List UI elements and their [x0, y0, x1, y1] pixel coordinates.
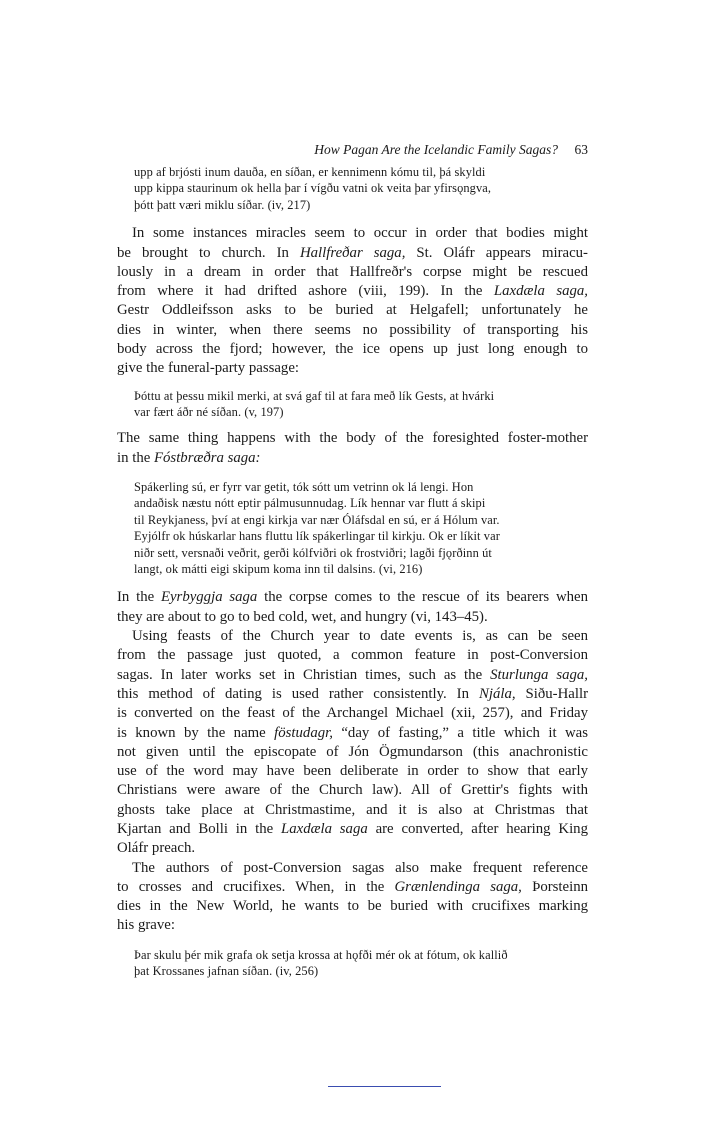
quote-line: til Reykjaness, því at engi kirkja var nær Óláfsdal en sú, er á Hólum var.: [134, 512, 500, 527]
text-line: from the passage just quoted, a common feature in post-Conversion: [117, 647, 588, 664]
text-line: Using feasts of the Church year to date events is, as can be seen: [132, 628, 588, 645]
block-quote-3: [134, 479, 580, 577]
quote-line: Spákerling sú, er fyrr var getit, tók sótt um vetrinn ok lá lengi. Hon: [134, 480, 474, 494]
quote-line: andaðisk næstu nótt eptir pálmusunnudag. Lík hennar var flutt á skipi: [134, 496, 486, 511]
text-line: Gestr Oddleifsson asks to be buried at Helgafell; unfortunately he: [117, 302, 588, 319]
title-hallfredar: Hallfreðar saga,: [299, 244, 406, 261]
paragraph-eyrbyggja: [117, 588, 588, 627]
text-line: they are about to go to bed cold, wet, and hungry (vi, 143–45).: [117, 608, 488, 625]
title-fostbraedra: Fóstbræðra saga:: [154, 449, 261, 466]
page-number: 63: [574, 142, 588, 157]
text-line: is known by the name föstudagr, “day of fasting,” a title which it was: [117, 724, 589, 741]
term-fostudagr: föstudagr,: [274, 724, 333, 741]
running-title: How Pagan Are the Icelandic Family Sagas?: [314, 142, 558, 157]
text-line: dies in winter, when there seems no possibility of transporting his: [117, 321, 588, 338]
text-line: to crosses and crucifixes. When, in the Grænlendinga saga, Þorsteinn: [117, 878, 588, 895]
text-line: be brought to church. In Hallfreðar saga, St. Oláfr appears miracu-: [117, 244, 588, 261]
quote-line: Þar skulu þér mik grafa ok setja krossa at hǫfði mér ok at fótum, ok kallið: [134, 947, 508, 962]
text-line: ghosts take place at Christmastime, and it is also at Christmas that: [117, 801, 588, 818]
text-line: give the funeral-party passage:: [117, 360, 300, 377]
block-quote-4: [134, 947, 580, 980]
text-line: Oláfr preach.: [117, 840, 196, 857]
quote-line: langt, ok mátti eigi skipum koma inn til dalsins. (vi, 216): [134, 562, 423, 577]
text-line: Christians were aware of the Church law). All of Grettir's fights with: [117, 782, 588, 799]
text-line: The authors of post-Conversion sagas also make frequent reference: [132, 859, 588, 876]
book-page: [117, 138, 588, 980]
text-line: this method of dating is used rather consistently. In Njála, Siðu-Hallr: [117, 685, 588, 702]
title-graenlendinga: Grænlendinga saga,: [394, 878, 522, 895]
block-quote-1: [134, 164, 580, 213]
text-line: The same thing happens with the body of the foresighted foster-mother: [117, 430, 588, 447]
quote-line: upp af brjósti inum dauða, en síðan, er kennimenn kómu til, þá skyldi: [134, 165, 486, 179]
running-header: [117, 138, 588, 164]
title-laxdaela: Laxdæla saga,: [493, 283, 588, 300]
title-eyrbyggja: Eyrbyggja saga: [160, 589, 258, 606]
text-line: In the Eyrbyggja saga the corpse comes to the rescue of its bearers when: [117, 589, 588, 606]
text-line: use of the word may have been deliberate in order to show that early: [117, 763, 588, 780]
block-quote-2: [134, 388, 580, 421]
quote-line: upp kippa staurinum ok hella þar í vígðu vatni ok veita þar yfirsǫngva,: [134, 181, 492, 196]
quote-line: Þóttu at þessu mikil merki, at svá gaf til at fara með lík Gests, at hvárki: [134, 388, 495, 403]
text-line: sagas. In later works set in Christian times, such as the Sturlunga saga,: [117, 666, 588, 683]
quote-line: var fært áðr né síðan. (v, 197): [134, 405, 284, 419]
quote-line: niðr sett, versnaði veðrit, gerði kólfviðri ok frostviðri; lagði fjǫrðinn út: [134, 545, 492, 560]
footer-rule: [328, 1086, 441, 1087]
text-line: body across the fjord; however, the ice opens up just long enough to: [117, 341, 588, 357]
paragraph-miracles: [117, 224, 588, 378]
paragraph-church-feasts: [117, 627, 588, 859]
text-line: dies in the New World, he wants to be buried with crucifixes marking: [117, 898, 588, 915]
text-line: In some instances miracles seem to occur in order that bodies might: [132, 225, 588, 242]
paragraph-crosses: [117, 859, 588, 936]
text-line: is converted on the feast of the Archangel Michael (xii, 257), and Friday: [117, 705, 588, 722]
text-line: not given until the episcopate of Jón Ögmundarson (this anachronistic: [117, 743, 588, 760]
title-laxdaela: Laxdæla saga: [281, 821, 368, 837]
paragraph-foster-mother: [117, 429, 588, 468]
text-line: from where it had drifted ashore (viii, 199). In the Laxdæla saga,: [117, 283, 588, 300]
text-line: his grave:: [117, 917, 175, 934]
quote-line: Eyjólfr ok húskarlar hans fluttu lík spákerlingar til kirkju. Ok er líkit var: [134, 529, 500, 544]
text-line: Kjartan and Bolli in the Laxdæla saga are converted, after hearing King: [117, 821, 588, 837]
text-line: in the Fóstbræðra saga:: [117, 449, 261, 466]
quote-line: þótt þatt væri miklu síðar. (iv, 217): [134, 197, 311, 212]
quote-line: þat Krossanes jafnan síðan. (iv, 256): [134, 964, 319, 979]
title-njala: Njála,: [478, 685, 516, 702]
title-sturlunga: Sturlunga saga,: [490, 666, 588, 683]
text-line: lously in a dream in order that Hallfreðr's corpse might be rescued: [117, 263, 588, 280]
